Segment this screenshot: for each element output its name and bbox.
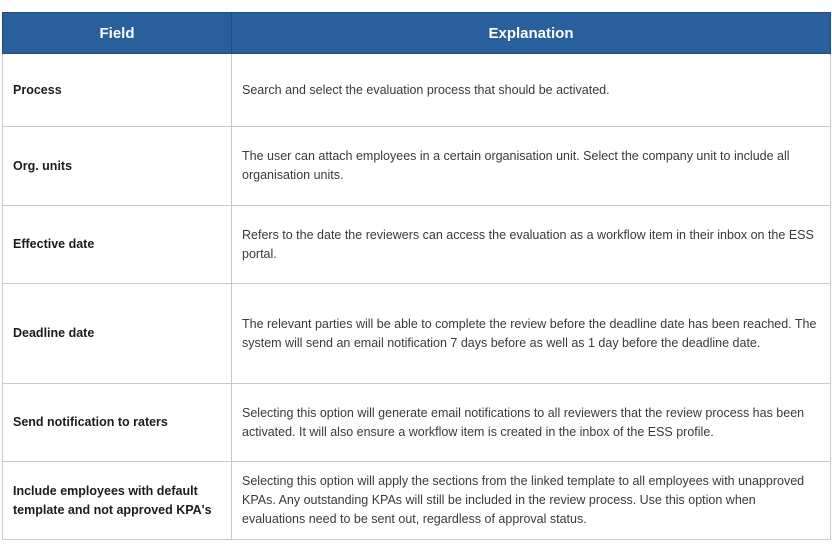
field-name: Org. units (3, 127, 232, 206)
field-explanation-table (2, 12, 831, 540)
field-explanation: Selecting this option will apply the sections from the linked template to all employees with unapproved KPAs. Any outstanding KPAs will still be included in the review process. Use this option when evaluations need to be sent out, regardless of approval status. (232, 462, 831, 540)
table-row (3, 127, 831, 206)
field-name: Send notification to raters (3, 384, 232, 462)
field-explanation: Search and select the evaluation process that should be activated. (232, 54, 831, 127)
header-field: Field (3, 13, 232, 54)
field-explanation: Selecting this option will generate email notifications to all reviewers that the review process has been activated. It will also ensure a workflow item is created in the inbox of the ESS profile. (232, 384, 831, 462)
header-explanation: Explanation (232, 13, 831, 54)
table-row (3, 462, 831, 540)
field-name: Process (3, 54, 232, 127)
field-explanation: The relevant parties will be able to complete the review before the deadline date has been reached. The system will send an email notification 7 days before as well as 1 day before the deadline date. (232, 284, 831, 384)
field-explanation: Refers to the date the reviewers can access the evaluation as a workflow item in their inbox on the ESS portal. (232, 206, 831, 284)
table-header-row (3, 13, 831, 54)
table-row (3, 284, 831, 384)
field-name: Include employees with default template and not approved KPA's (3, 462, 232, 540)
field-explanation: The user can attach employees in a certain organisation unit. Select the company unit to include all organisation units. (232, 127, 831, 206)
table-row (3, 206, 831, 284)
field-name: Effective date (3, 206, 232, 284)
table-row (3, 384, 831, 462)
field-name: Deadline date (3, 284, 232, 384)
table-row (3, 54, 831, 127)
